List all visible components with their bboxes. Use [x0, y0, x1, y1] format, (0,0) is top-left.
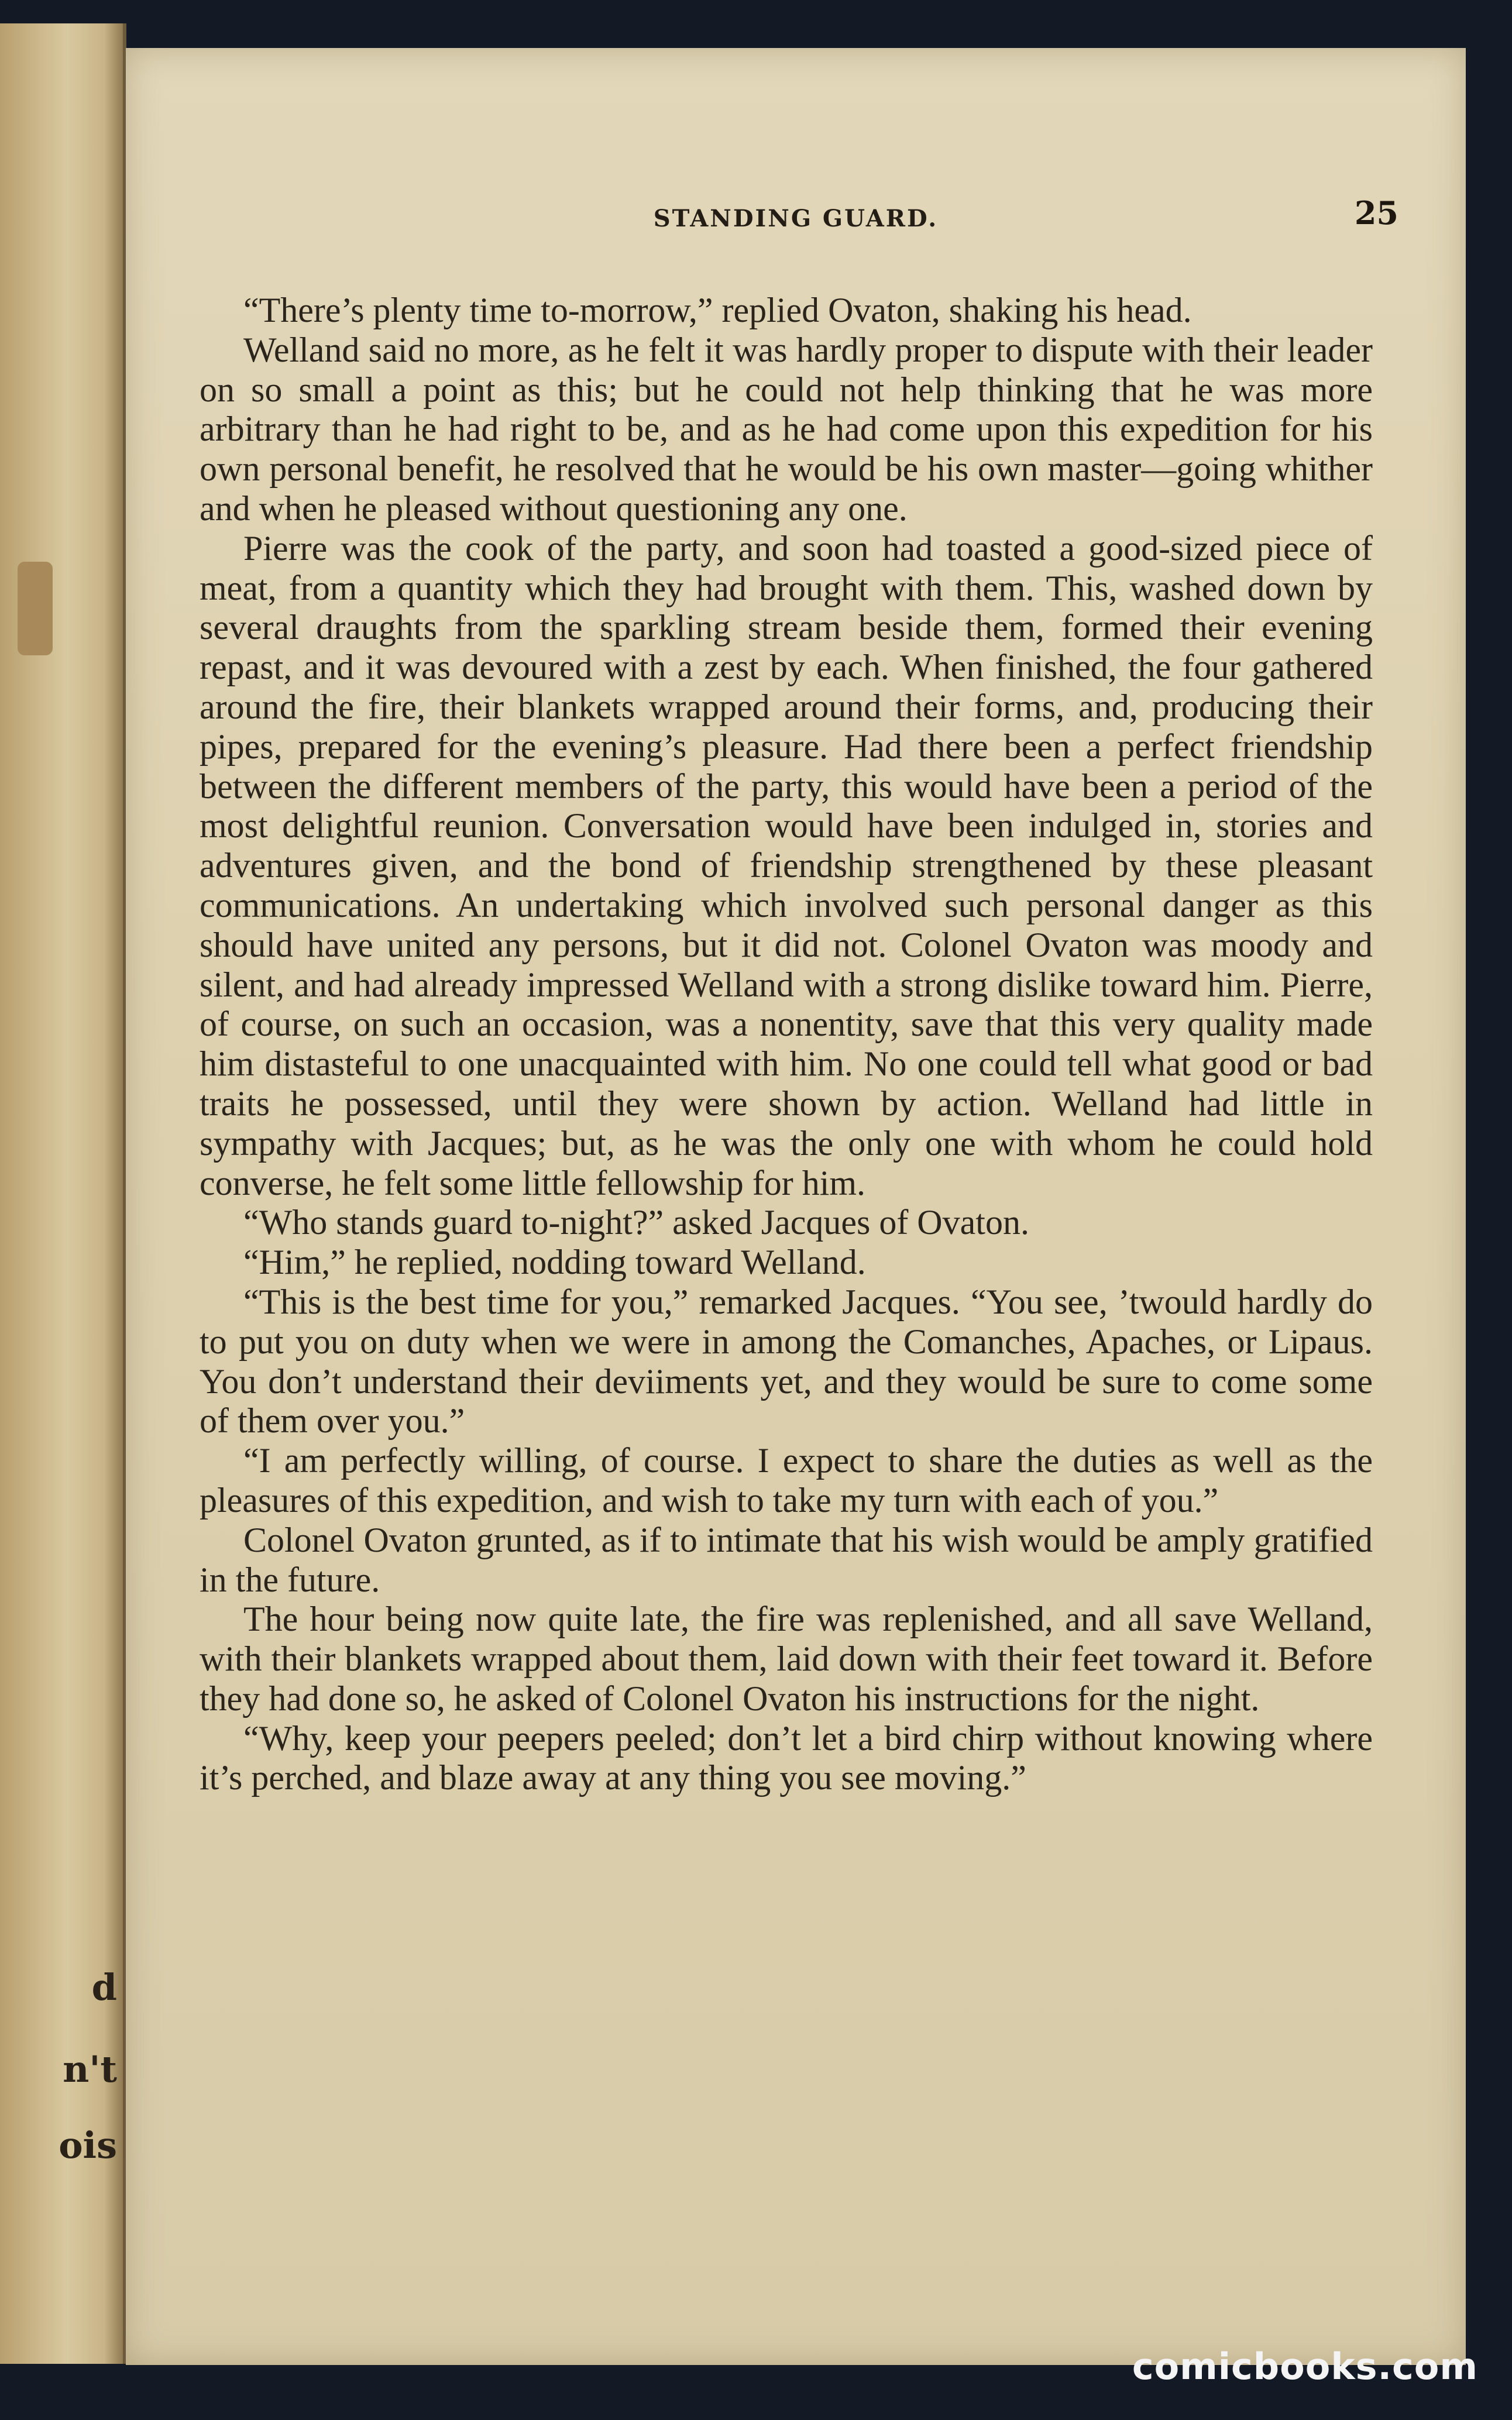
facing-page-fragment: d: [91, 1966, 117, 2009]
book-page: [126, 48, 1466, 2365]
page-number: 25: [1354, 194, 1398, 232]
watermark: comicbooks.com: [1132, 2345, 1478, 2388]
paragraph: The hour being now quite late, the fire was replenished, and all save Welland, with their blankets wrapped about them, laid down with their feet toward it. Before they had done so, he asked of Colonel Ovaton his instructions for the night.: [200, 1600, 1373, 1718]
paragraph: “This is the best time for you,” remarked Jacques. “You see, ’twould hardly do to put you on duty when we were in among the Comanches, Apaches, or Lipaus. You don’t understand their deviiments yet, and they would be sure to come some of them over you.”: [200, 1282, 1373, 1441]
paragraph: “I am perfectly willing, of course. I expect to share the duties as well as the pleasures of this expedition, and wish to take my turn with each of you.”: [200, 1441, 1373, 1520]
paragraph: “Him,” he replied, nodding toward Welland.: [243, 1243, 866, 1282]
paragraph: “There’s plenty time to-morrow,” replied Ovaton, shaking his head.: [243, 291, 1192, 329]
paragraph: Pierre was the cook of the party, and soon had toasted a good-sized piece of meat, from a quantity which they had brought with them. This, washed down by several draughts from the sparkling stream beside them, formed their evening repast, and it was devoured with a zest by each. When finished, the four gathered around the fire, their blankets wrapped around their forms, and, producing their pipes, prepared for the evening’s pleasure. Had there been a perfect friendship between the different members of the party, this would have been a period of the most delightful reunion. Conversation would have been indulged in, stories and adventures given, and the bond of friendship strengthened by these pleasant communications. An undertaking which involved such personal danger as this should have united any persons, but it did not. Colonel Ovaton was moody and silent, and had already impressed Welland with a strong dislike toward him. Pierre, of course, on such an occasion, was a nonentity, save that this very quality made him distasteful to one unacquainted with him. No one could tell what good or bad traits he possessed, until they were shown by action. Welland had little in sympathy with Jacques; but, as he was the only one with whom he could hold converse, he felt some little fellowship for him.: [200, 528, 1373, 1202]
page-body: [200, 291, 1373, 1798]
binding-tab: [18, 562, 53, 655]
paragraph: Welland said no more, as he felt it was hardly proper to dispute with their leader on so small a point as this; but he could not help thinking that he was more arbitrary than he had right to be, and as he had come upon this expedition for his own personal benefit, he resolved that he would be his own master—going whither and when he pleased without questioning any one.: [200, 330, 1373, 528]
paragraph: “Who stands guard to-night?” asked Jacques of Ovaton.: [243, 1203, 1029, 1242]
paragraph: “Why, keep your peepers peeled; don’t let a bird chirp without knowing where it’s perched, and blaze away at any thing you see moving.”: [200, 1718, 1373, 1797]
paragraph: Colonel Ovaton grunted, as if to intimate that his wish would be amply gratified in the future.: [200, 1520, 1373, 1599]
running-head: STANDING GUARD.: [653, 205, 939, 232]
facing-page-fragment: ois: [59, 2124, 117, 2167]
facing-page-edge: [0, 23, 126, 2364]
facing-page-fragment: n't: [63, 2048, 117, 2091]
